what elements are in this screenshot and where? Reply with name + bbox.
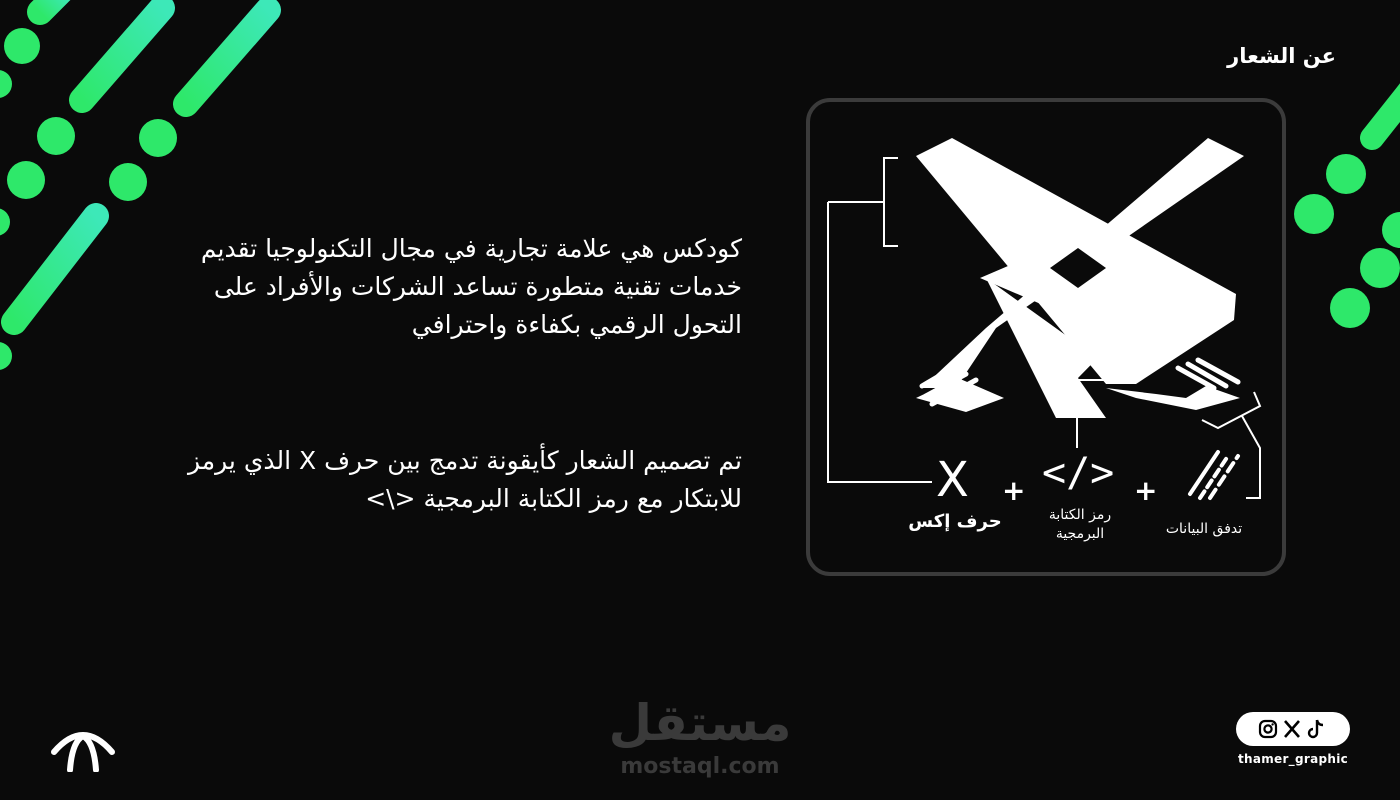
code-symbol-label: رمز الكتابة البرمجية xyxy=(1048,507,1112,542)
decor-dot xyxy=(1330,288,1370,328)
decor-dot xyxy=(0,208,10,236)
plus-sign: + xyxy=(1134,474,1158,507)
logo-mark xyxy=(806,98,1286,576)
decor-dot xyxy=(1360,248,1400,288)
plus-sign: + xyxy=(1002,474,1026,507)
data-flow-label: تدفق البيانات xyxy=(1165,521,1243,537)
decor-stripe xyxy=(82,8,162,100)
watermark-arabic: مستقل xyxy=(608,694,792,752)
decor-stripes-right xyxy=(1280,70,1400,340)
decor-dot xyxy=(1326,154,1366,194)
data-flow-icon xyxy=(1190,452,1238,498)
tiktok-icon[interactable] xyxy=(1306,718,1326,740)
decor-dot xyxy=(1382,212,1400,248)
decor-stripe xyxy=(1372,90,1400,138)
bracket-x-line xyxy=(828,202,932,482)
logo-x-shape xyxy=(916,138,1244,418)
brand-logo-icon xyxy=(48,722,118,772)
decor-dot xyxy=(139,119,177,157)
decor-dot xyxy=(37,117,75,155)
instagram-icon[interactable] xyxy=(1258,719,1278,739)
x-letter-label: حرف إكس xyxy=(908,511,1002,532)
decor-dot xyxy=(4,28,40,64)
decor-stripe xyxy=(186,10,268,104)
decor-dot xyxy=(0,70,12,98)
logo-description: تم تصميم الشعار كأيقونة تدمج بين حرف X الذي يرمز للابتكار مع رمز الكتابة البرمجية <\> xyxy=(187,446,742,513)
social-handle: thamer_graphic xyxy=(1237,752,1349,766)
watermark-url: mostaql.com xyxy=(620,754,780,779)
code-glyph: </> xyxy=(1042,450,1115,496)
x-glyph: X xyxy=(936,452,969,508)
section-title: عن الشعار xyxy=(1227,44,1336,68)
x-icon[interactable] xyxy=(1282,719,1302,739)
bracket-x-top xyxy=(884,158,898,246)
decor-dot xyxy=(109,163,147,201)
decor-dot xyxy=(0,342,12,370)
decor-stripe xyxy=(14,216,96,322)
brand-description: كودكس هي علامة تجارية في مجال التكنولوجيا تقديم خدمات تقنية متطورة تساعد الشركات والأفراد على التحول الرقمي بكفاءة واحترافي xyxy=(200,234,742,339)
decor-stripe xyxy=(40,0,62,12)
decor-dot xyxy=(1294,194,1334,234)
decor-dot xyxy=(7,161,45,199)
social-links[interactable] xyxy=(1236,712,1350,746)
